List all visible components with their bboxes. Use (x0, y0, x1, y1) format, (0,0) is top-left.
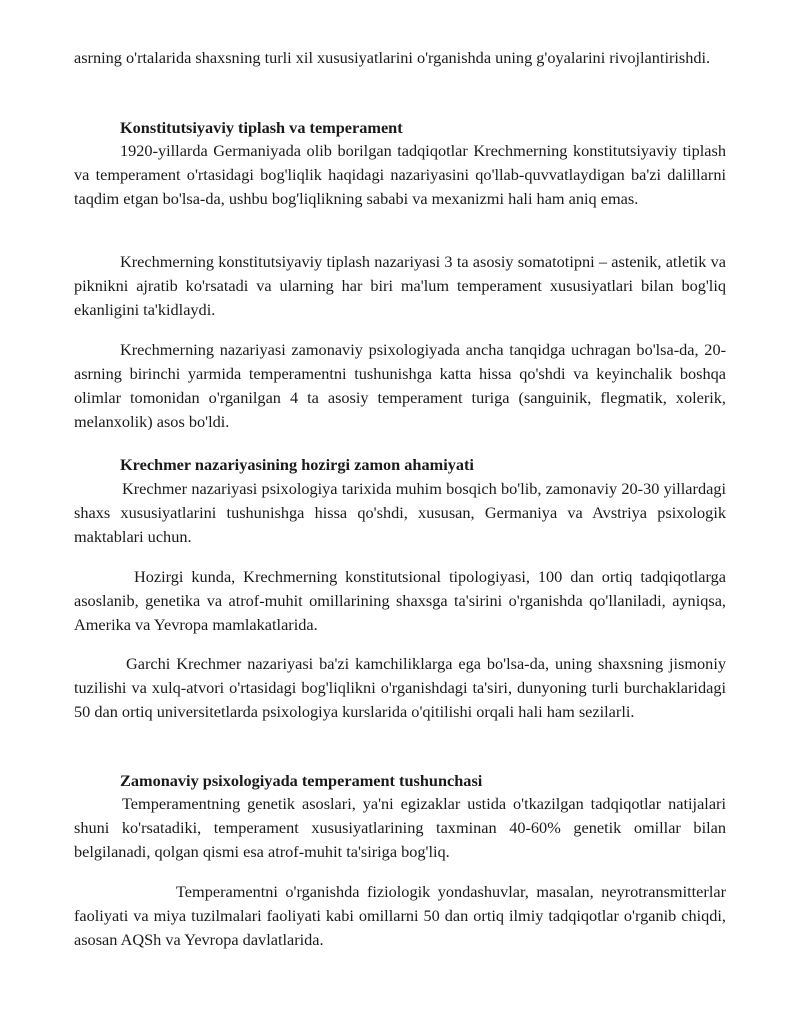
section-heading-constitutional-typing: Konstitutsiyaviy tiplash va temperament (120, 118, 403, 137)
paragraph-history-milestone: Krechmer nazariyasi psixologiya tarixida muhim bosqich bo'lib, zamonaviy 20-30 yillardagi shaxs xususiyatlarini tushunishga hissa qo'shdi, xususan, Germaniya va Avstriya psixologik maktablari uchun. (74, 479, 726, 546)
paragraph-germany-research: 1920-yillarda Germaniyada olib borilgan tadqiqotlar Krechmerning konstitutsiyaviy tiplash va temperament o'rtasidagi bog'liqlik haqidagi nazariyasini qo'llab-quvvatlaydigan ba'zi dalillarni taqdim etgan bo'lsa-da, ushbu bog'liqlikning sababi va mexanizmi hali ham aniq emas. (74, 141, 726, 208)
paragraph-somatotypes: Krechmerning konstitutsiyaviy tiplash nazariyasi 3 ta asosiy somatotipni – astenik, atletik va piknikni ajratib ko'rsatadi va ularning har biri ma'lum temperament xususiyatlari bilan bog'liq ekanligini ta'kidlaydi. (74, 252, 726, 319)
section-heading-modern-significance: Krechmer nazariyasining hozirgi zamon ahamiyati (120, 455, 474, 474)
section-heading-modern-concept: Zamonaviy psixologiyada temperament tushunchasi (120, 771, 483, 790)
paragraph-genetic-basis: Temperamentning genetik asoslari, ya'ni egizaklar ustida o'tkazilgan tadqiqotlar natijalari shuni ko'rsatadiki, temperament xususiyatlarining taxminan 40-60% genetik omillar bilan belgilanadi, qolgan qismi esa atrof-muhit ta'siriga bog'liq. (74, 794, 726, 861)
paragraph-intro-continuation: asrning o'rtalarida shaxsning turli xil xususiyatlarini o'rganishda uning g'oyalarini rivojlantirishdi. (74, 48, 711, 67)
paragraph-shortcomings: Garchi Krechmer nazariyasi ba'zi kamchiliklarga ega bo'lsa-da, uning shaxsning jismoniy tuzilishi va xulq-atvori o'rtasidagi bog'liqlikni o'rganishdagi ta'siri, dunyoning turli burchaklaridagi 50 dan ortiq universitetlarda psixologiya kurslarida o'qitilishi orqali hali ham sezilarli. (74, 654, 726, 721)
paragraph-theory-critique: Krechmerning nazariyasi zamonaviy psixologiyada ancha tanqidga uchragan bo'lsa-da, 20-asrning birinchi yarmida temperamentni tushunishga katta hissa qo'shdi va keyinchalik boshqa olimlar tomonidan o'rganilgan 4 ta asosiy temperament turiga (sanguinik, flegmatik, xolerik, melanxolik) asos bo'ldi. (74, 340, 726, 431)
paragraph-current-use: Hozirgi kunda, Krechmerning konstitutsional tipologiyasi, 100 dan ortiq tadqiqotlarga asoslanib, genetika va atrof-muhit omillarining shaxsga ta'sirini o'rganishda qo'llaniladi, ayniqsa, Amerika va Yevropa mamlakatlarida. (74, 567, 726, 634)
paragraph-physiological-approaches: Temperamentni o'rganishda fiziologik yondashuvlar, masalan, neyrotransmitterlar faoliyati va miya tuzilmalari faoliyati kabi omillarni 50 dan ortiq ilmiy tadqiqotlar o'rganib chiqdi, asosan AQSh va Yevropa davlatlarida. (74, 882, 726, 949)
